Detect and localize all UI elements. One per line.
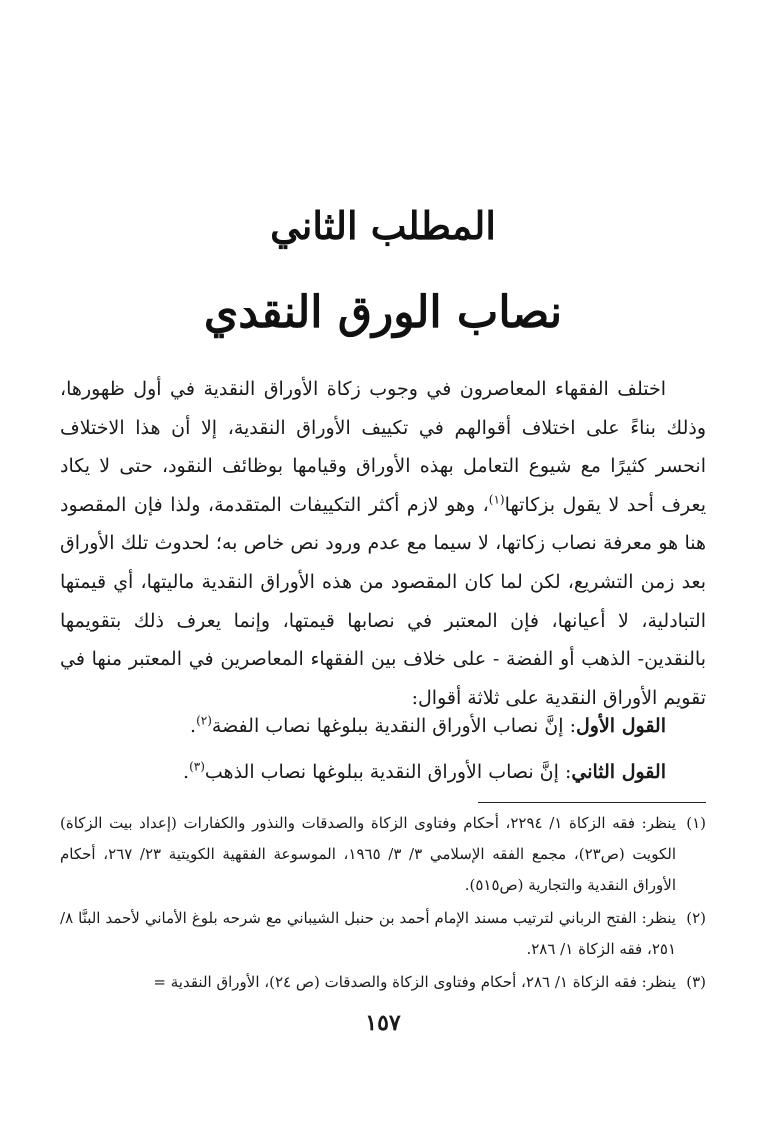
footnote-2-text: ينظر: الفتح الرباني لترتيب مسند الإمام أحمد بن حنبل الشيباني مع شرحه بلوغ الأماني لأحمد البنَّا ٨/ ٢٥١، فقه الزكاة ١/ ٢٨٦. (60, 909, 676, 958)
footnote-divider (478, 802, 706, 803)
footnote-1-text: ينظر: فقه الزكاة ١/ ٢٢٩٤، أحكام وفتاوى الزكاة والصدقات والنذور والكفارات (إعداد بيت الزكاة) الكويت (ص٢٣)، مجمع الفقه الإسلامي ٣/ ٣/ ١٩٦٥، الموسوعة الفقهية الكويتية ٢٣/ ٢٦٧، أحكام الأوراق النقدية والتجارية (ص٥١٥). (60, 814, 676, 894)
section-title: المطلب الثاني (270, 203, 496, 248)
section-subtitle: نصاب الورق النقدي (203, 287, 563, 338)
paragraph-text-part-1: اختلف الفقهاء المعاصرون في وجوب زكاة الأوراق النقدية في أول ظهورها، وذلك بناءً على اختلاف أقوالهم في تكييف الأوراق النقدية، إلا أن هذا الاختلاف انحسر كثيرًا مع شيوع التعامل بهذه الأوراق وقيامها بوظائف النقود، حتى لا يكاد يعرف أحد لا يقول بزكاتها (60, 378, 706, 516)
saying-second-label: القول الثاني (571, 761, 666, 783)
saying-second-text: : إنَّ نصاب الأوراق النقدية ببلوغها نصاب الذهب (204, 761, 572, 783)
footnote-1 (60, 808, 706, 901)
paragraph-text-part-2: ، وهو لازم أكثر التكييفات المتقدمة، ولذا فإن المقصود هنا هو معرفة نصاب زكاتها، لا سيما مع عدم ورود نص خاص به؛ لحدوث تلك الأوراق بعد زمن التشريع، لكن لما كان المقصود من هذه الأوراق النقدية ماليتها، أي قيمتها التبادلية، لا أعيانها، فإن المعتبر في نصابها قيمتها، وإنما يعرف ذلك بتقويمها بالنقدين- الذهب أو الفضة - على خلاف بين الفقهاء المعاصرين في المعتبر منها في تقويم الأوراق النقدية على ثلاثة أقوال: (60, 493, 706, 709)
page-number: ١٥٧ (365, 1010, 401, 1036)
footnote-2 (60, 903, 706, 965)
footnote-3-text: ينظر: فقه الزكاة ١/ ٢٨٦، أحكام وفتاوى الزكاة والصدقات (ص ٢٤)، الأوراق النقدية = (153, 973, 676, 991)
main-paragraph (60, 370, 706, 717)
saying-second (60, 752, 666, 792)
footnote-ref-3[interactable]: (٣) (189, 759, 205, 774)
book-page (60, 0, 706, 1121)
saying-second-end: . (183, 761, 190, 783)
footnote-2-number: (٢) (686, 909, 706, 927)
footnote-ref-2[interactable]: (٢) (196, 713, 212, 728)
paragraph (60, 370, 706, 717)
saying-first-text: : إنَّ نصاب الأوراق النقدية ببلوغها نصاب الفضة (211, 715, 576, 737)
footnote-3-number: (٣) (686, 973, 706, 991)
saying-first (60, 706, 666, 746)
saying-first-end: . (190, 715, 197, 737)
footnotes (60, 808, 706, 1000)
saying-first-label: القول الأول (575, 715, 666, 737)
footnote-1-number: (١) (686, 814, 706, 832)
footnote-3 (60, 967, 706, 998)
footnote-ref-1[interactable]: (١) (488, 492, 505, 507)
